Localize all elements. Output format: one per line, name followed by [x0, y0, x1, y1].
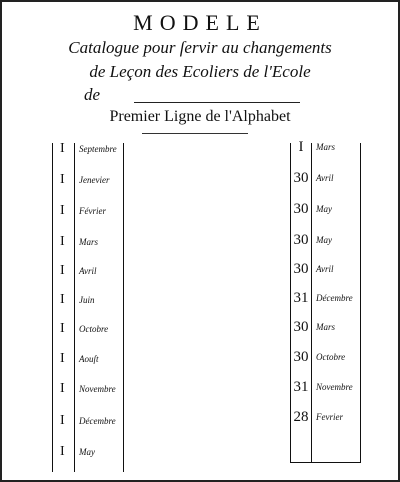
row-month: May	[316, 235, 332, 245]
page-title: MODELE	[133, 10, 267, 35]
subtitle-line-1: Catalogue pour ſervir au changements	[68, 38, 332, 57]
row-number: 31	[293, 379, 309, 395]
row-month: Février	[79, 206, 106, 216]
row-month: Mars	[316, 142, 336, 152]
row-month: Mars	[79, 237, 99, 247]
row-number: I	[60, 413, 65, 428]
row-month: Aouſt	[79, 354, 99, 364]
row-month: Octobre	[316, 352, 346, 362]
row-month: Septembre	[79, 144, 117, 154]
row-number: 30	[293, 170, 309, 186]
row-month: Avril	[79, 266, 97, 276]
row-number: 30	[293, 232, 309, 248]
left-table-border-right	[123, 143, 124, 472]
row-number: I	[60, 263, 65, 278]
row-number: I	[60, 234, 65, 249]
row-month: Fevrier	[316, 412, 343, 422]
subtitle-line-2: de Leçon des Ecoliers de l'Ecole	[89, 62, 311, 81]
row-number: I	[60, 292, 65, 307]
row-month: Décembre	[79, 416, 116, 426]
row-month: Décembre	[316, 293, 353, 303]
row-number: 30	[293, 201, 309, 217]
row-month: Mars	[316, 322, 336, 332]
row-number: 30	[293, 319, 309, 335]
section-heading: Premier Ligne de l'Alphabet	[109, 108, 291, 125]
left-table-divider	[74, 143, 75, 472]
row-month: Jenevier	[79, 175, 110, 185]
row-month: Novembre	[79, 384, 116, 394]
row-number: I	[60, 203, 65, 218]
fill-in-blank-line	[134, 102, 300, 103]
row-number: 31	[293, 290, 309, 306]
row-month: Octobre	[79, 324, 109, 334]
row-month: May	[79, 447, 95, 457]
section-heading-underline	[142, 133, 248, 134]
row-month: Novembre	[316, 382, 353, 392]
row-number: I	[60, 172, 65, 187]
subtitle-line-3: de	[84, 85, 101, 104]
row-number: 30	[293, 349, 309, 365]
row-month: May	[316, 204, 332, 214]
row-month: Avril	[316, 173, 334, 183]
row-number: 28	[293, 409, 309, 425]
row-number: I	[60, 351, 65, 366]
row-month: Juin	[79, 295, 95, 305]
right-table-border-bottom	[290, 462, 360, 463]
right-table-divider	[311, 143, 312, 463]
row-number: I	[60, 444, 65, 459]
row-month: Avril	[316, 264, 334, 274]
right-table-border-right	[360, 143, 361, 463]
row-number: I	[60, 321, 65, 336]
left-table-border-left	[52, 143, 53, 472]
row-number: I	[60, 141, 65, 156]
row-number: 30	[293, 261, 309, 277]
row-number: I	[298, 139, 304, 155]
row-number: I	[60, 381, 65, 396]
